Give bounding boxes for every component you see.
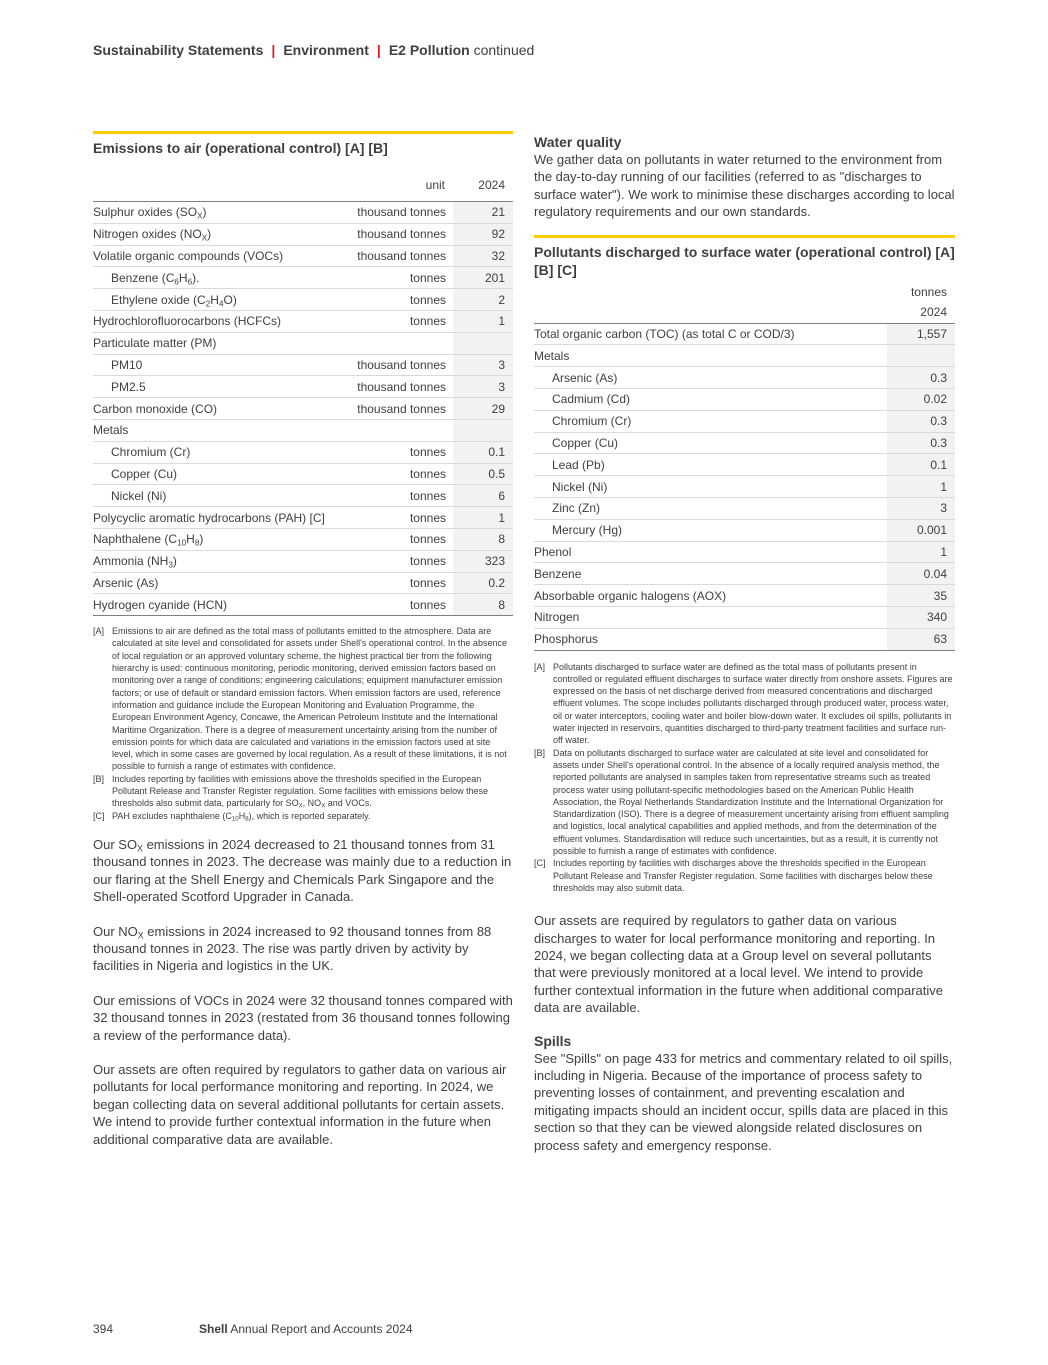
subscript: X — [137, 843, 143, 854]
row-label: PM2.5 — [93, 376, 348, 398]
subscript: 3 — [168, 560, 173, 570]
table-row — [93, 528, 513, 550]
table-row — [534, 628, 955, 650]
breadcrumb-environment: Environment — [283, 42, 369, 58]
row-unit: tonnes — [348, 528, 453, 550]
table-row — [93, 376, 513, 398]
row-label: Zinc (Zn) — [534, 498, 887, 520]
table-row — [534, 367, 955, 389]
table-row — [534, 563, 955, 585]
row-label: Volatile organic compounds (VOCs) — [93, 245, 348, 267]
row-label: Polycyclic aromatic hydrocarbons (PAH) [C] — [93, 507, 348, 529]
water-table-unit: tonnes — [910, 284, 947, 299]
footer-report-title: Annual Report and Accounts 2024 — [230, 1322, 413, 1336]
row-label: Nickel (Ni) — [93, 485, 348, 507]
row-unit: tonnes — [348, 550, 453, 572]
breadcrumb-e2-pollution: E2 Pollution — [388, 42, 470, 58]
row-label: Ethylene oxide $(C_2H_4O)$ — [93, 289, 348, 311]
row-label: Cadmium (Cd) — [534, 389, 887, 411]
row-label: Arsenic (As) — [534, 367, 887, 389]
footnote-key: [B] — [534, 747, 546, 758]
row-value: 0.3 — [887, 367, 955, 389]
row-value: 32 — [453, 245, 513, 267]
body-paragraph: Our $NO_X$ emissions in 2024 increased to 92 thousand tonnes from 88 thousand tonnes in 2023. The rise was partly driven by activity by facilities in Nigeria and logistics in the UK. — [93, 923, 492, 974]
footnote — [534, 857, 955, 894]
row-label: Particulate matter (PM) — [93, 332, 348, 354]
row-value: 0.3 — [887, 432, 955, 454]
table-row — [93, 507, 513, 529]
footnote-text: PAH excludes naphthalene $(C_{10}H_8)$, which is reported separately. — [112, 810, 371, 823]
breadcrumb-separator: | — [376, 42, 381, 58]
air-table-header — [93, 175, 513, 202]
subscript: 8 — [245, 815, 249, 823]
row-label: Chromium (Cr) — [93, 441, 348, 463]
row-label: Benzene $(C_6H_6)$. — [93, 267, 348, 289]
row-unit — [348, 419, 453, 441]
row-value — [887, 345, 955, 367]
footnote — [93, 810, 513, 822]
row-value: 0.5 — [453, 463, 513, 485]
row-value: 8 — [453, 528, 513, 550]
row-value — [453, 419, 513, 441]
table-row — [93, 572, 513, 594]
table-row — [93, 223, 513, 245]
row-value: 1 — [887, 476, 955, 498]
row-unit: tonnes — [348, 441, 453, 463]
subscript: X — [197, 211, 203, 221]
body-paragraph: Our assets are often required by regulators to gather data on various air pollutants for local performance monitoring and reporting. In 2024, we began collecting data on several additional pollutants for certain assets. We intend to provide further contextual information in the future when additional comparative data are available. — [93, 1061, 507, 1147]
row-value: 3 — [453, 376, 513, 398]
table-row — [93, 310, 513, 332]
footnote-text: Emissions to air are defined as the total mass of pollutants emitted to the atmosphere. Data are calculated at site level and consolidated for assets under Shell's operational control. In the absence of local regulation or an approved voluntary scheme, the highest practical tier from the following hierarchy is used: continuous monitoring, periodic monitoring, derived emission factors based on monitoring over a range of conditions; engineering calculations; equipment manufacturer emission factors; or use of default or standard emission factors. When emission factors are used, reference information and guidance include the European Monitoring and Evaluation Programme, the European Environment Agency, Concawe, the American Petroleum Institute and the International Maritime Organization. There is a degree of measurement uncertainty arising from the number of emission points for which data are calculated and variations in the emission factors used at site level, which in some cases are governed by local regulation. As a result of these limitations, it is not possible to furnish a range of estimates with confidence. — [112, 626, 507, 772]
left-column — [93, 131, 513, 1148]
footnote — [534, 661, 955, 747]
row-label: Metals — [93, 419, 348, 441]
row-value: 6 — [453, 485, 513, 507]
subscript: 6 — [174, 277, 179, 287]
subscript: X — [137, 929, 144, 940]
air-col-year: 2024 — [478, 178, 505, 192]
row-value: 0.2 — [453, 572, 513, 594]
row-label: PM10 — [93, 354, 348, 376]
row-unit: thousand tonnes — [348, 245, 453, 267]
air-table-title: Emissions to air (operational control) [A] [B] — [93, 140, 388, 156]
footnote-key: [A] — [93, 626, 105, 637]
table-row — [93, 485, 513, 507]
table-row — [534, 432, 955, 454]
row-unit: tonnes — [348, 463, 453, 485]
row-value: 92 — [453, 223, 513, 245]
row-unit: thousand tonnes — [348, 354, 453, 376]
row-value: 340 — [887, 606, 955, 628]
row-value: 1 — [453, 310, 513, 332]
table-row — [534, 498, 955, 520]
table-row — [93, 594, 513, 616]
footnote-text: Data on pollutants discharged to surface water are calculated at site level and consolidated for assets under Shell's operational control. In the absence of a locally required analysis method, the reported pollutants are analysed in samples taken from representative streams such as treated process water using pollutant-specific methodologies based on the American Public Health Association, the Royal Netherlands Standardization Institute and the International Organization for Standardization (ISO). There is a degree of measurement uncertainty arising from effluent sampling and logistics, local analytical capabilities and applied methods, and from the determination of the effluent volumes. Standardisation will reduce such uncertainties, but as a result, it is currently not possible to furnish a range of estimates with confidence. — [553, 747, 949, 857]
page-number: 394 — [93, 1322, 114, 1336]
row-value: 2 — [453, 289, 513, 311]
row-value: 3 — [453, 354, 513, 376]
row-value: 1 — [887, 541, 955, 563]
table-row — [93, 202, 513, 223]
row-value: 201 — [453, 267, 513, 289]
subscript: X — [298, 803, 303, 810]
right-column — [534, 133, 955, 1154]
table-row — [93, 398, 513, 420]
row-value: 21 — [453, 202, 513, 223]
row-value: 0.04 — [887, 563, 955, 585]
footnote-text: Includes reporting by facilities with discharges above the thresholds specified in the European Pollutant Release and Transfer Register regulation. Some facilities with discharges below these thresholds may also submit data. — [553, 858, 933, 893]
table-row — [534, 541, 955, 563]
footnote — [93, 625, 513, 773]
footnote-key: [A] — [534, 661, 546, 672]
row-label: Nitrogen — [534, 606, 887, 628]
row-unit: tonnes — [348, 507, 453, 529]
row-value: 8 — [453, 594, 513, 616]
table-row — [534, 324, 955, 345]
row-unit: tonnes — [348, 310, 453, 332]
subscript: X — [201, 233, 208, 243]
body-paragraph: Our $SO_X$ emissions in 2024 decreased to 21 thousand tonnes from 31 thousand tonnes in 2023. The decrease was mainly due to a reduction in our flaring at the Shell Energy and Chemicals Park Singapore and the Shell-operated Scotford Upgrader in Canada. — [93, 836, 512, 905]
body-paragraph: Our emissions of VOCs in 2024 were 32 thousand tonnes compared with 32 thousand tonnes in 2023 (restated from 36 thousand tonnes following a review of the performance data). — [93, 992, 513, 1043]
row-label: Sulphur oxides $(SO_X)$ — [93, 202, 348, 223]
row-unit: tonnes — [348, 289, 453, 311]
water-quality-text: We gather data on pollutants in water returned to the environment from the day-to-day running of our facilities (referred to as "discharges to surface water"). We work to minimise these discharges according to local regulatory requirements and our own standards. — [534, 152, 955, 220]
table-row — [93, 245, 513, 267]
table-row — [534, 410, 955, 432]
footer-brand: Shell — [199, 1322, 228, 1336]
row-unit: tonnes — [348, 594, 453, 616]
subscript: 6 — [187, 277, 193, 287]
subscript: X — [321, 803, 326, 810]
table-row — [93, 550, 513, 572]
air-col-unit: unit — [425, 178, 445, 192]
row-label: Hydrochlorofluorocarbons (HCFCs) — [93, 310, 348, 332]
table-row — [93, 419, 513, 441]
row-label: Naphthalene $(C_{10}H_8)$ — [93, 528, 348, 550]
spills-heading: Spills — [534, 1032, 572, 1049]
footnote — [93, 773, 513, 810]
footnote — [534, 747, 955, 858]
table-row — [93, 332, 513, 354]
left-paragraphs — [93, 836, 513, 1148]
table-row — [534, 476, 955, 498]
footnote-key: [C] — [534, 858, 546, 869]
subscript: 10 — [231, 815, 239, 823]
subscript: 10 — [177, 538, 187, 548]
footer-report — [199, 1322, 413, 1336]
row-label: Nitrogen oxides $(NO_X)$ — [93, 223, 348, 245]
row-value: 0.001 — [887, 519, 955, 541]
water-reporting-text: Our assets are required by regulators to gather data on various discharges to water for local performance monitoring and reporting. In 2024, we began collecting data at a Group level on several pollutants that were previously monitored at a local level. We intend to provide further contextual information in the future when additional comparative data are available. — [534, 913, 944, 1016]
water-quality-heading: Water quality — [534, 134, 622, 150]
row-label: Metals — [534, 345, 887, 367]
row-value: 0.02 — [887, 389, 955, 411]
row-label: Benzene — [534, 563, 887, 585]
row-label: Total organic carbon (TOC) (as total C or COD/3) — [534, 324, 887, 345]
row-unit: thousand tonnes — [348, 398, 453, 420]
row-label: Lead (Pb) — [534, 454, 887, 476]
row-label: Absorbable organic halogens (AOX) — [534, 585, 887, 607]
footnote-key: [C] — [93, 810, 105, 821]
subscript: 4 — [218, 298, 224, 308]
row-label: Mercury (Hg) — [534, 519, 887, 541]
footnote-text: Pollutants discharged to surface water are defined as the total mass of pollutants present in controlled or regulated effluent discharges to surface water directly from onshore assets. Figures are expressed on the basis of net discharge derived from measured concentrations and discharged effluent volumes. The scope includes pollutants discharged through produced water, process water, oil or water interceptors, cooling water and boiler blow-down water. It excludes oil spills, pollutants in water injected in reservoirs, quantities discharged to third-party treatment facilities and surface run-off water. — [553, 661, 953, 746]
footnote-text: Includes reporting by facilities with emissions above the thresholds specified in the European Pollutant Release and Transfer Register regulation. Some facilities with emissions below these thresholds also submit data, particularly for $SO_X$, $NO_X$ and VOCs. — [112, 773, 489, 810]
subscript: 2 — [205, 298, 211, 308]
footnote-key: [B] — [93, 773, 105, 784]
table-row — [534, 606, 955, 628]
row-value: 1,557 — [887, 324, 955, 345]
row-unit — [348, 332, 453, 354]
row-label: Copper (Cu) — [93, 463, 348, 485]
row-unit: thousand tonnes — [348, 376, 453, 398]
row-value: 0.1 — [887, 454, 955, 476]
table-row — [534, 519, 955, 541]
table-row — [534, 585, 955, 607]
breadcrumb — [93, 42, 534, 58]
water-pollutants-table — [534, 324, 955, 651]
table-row — [93, 463, 513, 485]
breadcrumb-sustainability: Sustainability Statements — [93, 42, 264, 58]
table-row — [534, 389, 955, 411]
row-label: Chromium (Cr) — [534, 410, 887, 432]
row-label: Phosphorus — [534, 628, 887, 650]
row-value — [453, 332, 513, 354]
row-label: Copper (Cu) — [534, 432, 887, 454]
air-table-footnotes — [93, 625, 513, 822]
table-row — [93, 267, 513, 289]
row-unit: tonnes — [348, 267, 453, 289]
row-value: 0.1 — [453, 441, 513, 463]
row-unit: thousand tonnes — [348, 202, 453, 223]
row-label: Arsenic (As) — [93, 572, 348, 594]
air-emissions-table — [93, 202, 513, 616]
row-value: 3 — [887, 498, 955, 520]
row-value: 0.3 — [887, 410, 955, 432]
breadcrumb-continued: continued — [473, 42, 535, 58]
subscript: 8 — [194, 538, 200, 548]
spills-text: See "Spills" on page 433 for metrics and commentary related to oil spills, including in Nigeria. Because of the importance of process safety to preventing losses of containment, and preventing escalation and mitigating impacts should an incident occur, spills data are placed in this section so that they can be viewed alongside related disclosures on process safety and emergency response. — [534, 1050, 953, 1153]
row-value: 1 — [453, 507, 513, 529]
row-unit: tonnes — [348, 485, 453, 507]
table-row — [93, 441, 513, 463]
table-row — [93, 354, 513, 376]
breadcrumb-separator: | — [271, 42, 276, 58]
row-unit: tonnes — [348, 572, 453, 594]
row-label: Ammonia $(NH_3)$ — [93, 550, 348, 572]
table-row — [93, 289, 513, 311]
row-value: 323 — [453, 550, 513, 572]
water-table-footnotes — [534, 661, 955, 895]
water-table-header — [534, 301, 955, 324]
row-label: Nickel (Ni) — [534, 476, 887, 498]
row-label: Carbon monoxide (CO) — [93, 398, 348, 420]
row-value: 63 — [887, 628, 955, 650]
table-row — [534, 454, 955, 476]
row-value: 29 — [453, 398, 513, 420]
row-label: Hydrogen cyanide (HCN) — [93, 594, 348, 616]
water-table-title: Pollutants discharged to surface water (operational control) [A] [B] [C] — [534, 243, 955, 278]
table-row — [534, 345, 955, 367]
row-value: 35 — [887, 585, 955, 607]
row-label: Phenol — [534, 541, 887, 563]
row-unit: thousand tonnes — [348, 223, 453, 245]
water-col-year: 2024 — [920, 304, 947, 319]
